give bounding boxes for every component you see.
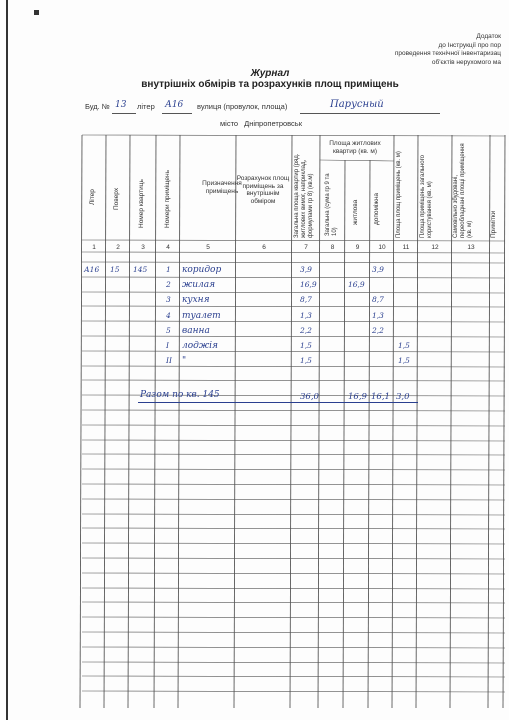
column-number: 5 (206, 244, 210, 251)
header-liter: Літер (89, 189, 96, 205)
title-line-2: внутрішніх обмірів та розрахунків площ приміщень (141, 79, 399, 90)
row-line (82, 484, 505, 485)
row-total: 2,2 (300, 325, 312, 335)
row-line (82, 632, 505, 633)
column-line (343, 160, 345, 708)
column-line (368, 160, 370, 708)
row-line (82, 440, 505, 441)
header-common: Площа приміщень загального користування (кв. м) (420, 154, 433, 238)
total-aux: 16,1 (371, 392, 390, 402)
row-line (82, 602, 505, 603)
street-value: Парусный (330, 99, 384, 110)
header-total-area: Загальна площа квартир (ряд. житлових вимог, наприклад, формулами гр 8) (кв.м) (294, 153, 314, 238)
row-purpose: ванна (182, 325, 210, 336)
appendix-line: проведення технічної інвентаризац (394, 50, 501, 57)
building-number: 13 (115, 100, 127, 110)
row-purpose: " (182, 356, 187, 367)
column-line (392, 135, 394, 708)
column-number: 10 (378, 244, 386, 251)
column-line (503, 135, 505, 708)
row-line (82, 543, 505, 544)
row-line (82, 691, 505, 692)
row-line (82, 469, 505, 470)
header-living: житлова (352, 199, 359, 225)
row-purpose: жилая (182, 280, 216, 291)
row-line (82, 454, 505, 455)
row-line (82, 366, 505, 367)
row-line (82, 277, 505, 278)
header-room-number: Номери приміщень (164, 170, 171, 228)
apartment-label: літер (137, 102, 155, 111)
column-number: 2 (116, 244, 120, 251)
city-value: Дніпропетровськ (244, 119, 302, 128)
row-total: 3,9 (300, 265, 312, 274)
row-line (82, 662, 505, 663)
row-line (82, 588, 505, 589)
column-line (178, 135, 180, 708)
street-label: вулиця (провулок, площа) (197, 102, 288, 111)
row-line (82, 425, 505, 426)
header-living-group: Площа житлових квартир (кв. м) (329, 140, 381, 155)
row-line (82, 380, 505, 381)
title-line-1: Журнал (250, 68, 290, 79)
column-line (318, 135, 320, 708)
column-number: 8 (330, 244, 335, 251)
city-label: місто (220, 119, 239, 128)
row-purpose: коридор (182, 265, 222, 275)
total-area: 36,0 (300, 392, 319, 402)
appendix-line: до Інструкції про пор (438, 41, 501, 49)
header-unauthorized: Самовільно збудовані, переобладнані площі приміщення (кв. м) (453, 143, 473, 238)
row-floor: 15 (110, 265, 120, 274)
row-total: 1,5 (300, 356, 312, 366)
row-room: 2 (166, 280, 171, 290)
row-line (82, 306, 505, 307)
row-line (82, 499, 505, 500)
column-line (154, 135, 156, 708)
row-apt: 145 (133, 265, 148, 274)
row-line (82, 262, 505, 263)
row-liter: А16 (84, 265, 100, 274)
row-line (82, 558, 505, 559)
total-underline (138, 402, 418, 403)
column-number: 1 (92, 244, 96, 251)
row-line (82, 617, 505, 618)
row-line (82, 647, 505, 648)
header-notes: Примітки (490, 210, 497, 238)
column-line (290, 135, 292, 708)
row-room: 3 (166, 295, 171, 305)
row-line (82, 514, 505, 515)
row-aux: 3,9 (372, 265, 384, 274)
column-number: 13 (467, 244, 475, 251)
column-line (128, 135, 130, 708)
column-number: 4 (166, 244, 170, 251)
row-room: 5 (166, 325, 171, 335)
row-room: II (166, 356, 172, 366)
row-line (82, 135, 505, 136)
column-line (416, 135, 418, 708)
header-purpose: Призначення приміщень (202, 180, 242, 195)
column-number: 11 (402, 244, 410, 251)
row-living: 16,9 (348, 280, 365, 290)
total-living: 16,9 (348, 392, 367, 402)
column-number: 6 (262, 244, 266, 251)
header-balcony: Площа площ приміщень (кв. м) (396, 151, 402, 238)
row-line (82, 410, 505, 411)
column-number: 12 (431, 244, 439, 251)
row-line (82, 676, 505, 677)
header-calculation: Розрахунок площ приміщень за внутрішнім обміром (236, 175, 290, 205)
total-label: Разом по кв. 145 (140, 390, 220, 400)
appendix-line: Додаток (476, 33, 501, 40)
row-line (82, 321, 505, 322)
appendix-line: об'єктів нерухомого ма (431, 58, 501, 66)
total-balcony: 3,0 (396, 392, 410, 402)
header-floor: Поверх (113, 187, 120, 210)
row-line (82, 252, 505, 253)
row-total: 8,7 (300, 295, 312, 305)
row-aux: 8,7 (372, 295, 384, 305)
column-line (80, 135, 82, 708)
row-line (82, 573, 505, 574)
row-line (82, 240, 505, 241)
column-line (450, 135, 452, 708)
column-number: 3 (141, 244, 145, 251)
row-room: 1 (166, 265, 171, 274)
column-number: 9 (355, 244, 360, 251)
header-auxiliary: допоміжна (373, 192, 380, 225)
row-total: 16,9 (300, 280, 317, 290)
column-line (104, 135, 106, 708)
row-line (82, 336, 505, 337)
building-label: Буд. № (85, 102, 110, 111)
row-line (82, 292, 505, 293)
row-room: 4 (166, 310, 171, 320)
header-apartment: Номер квартиць (138, 179, 145, 228)
row-line (82, 351, 505, 352)
row-balcony: 1,5 (398, 356, 410, 366)
header-total-sum: Загальна (сума гр 9 та 10) (325, 173, 338, 236)
row-line (320, 160, 394, 161)
row-room: I (166, 341, 169, 350)
row-purpose: кухня (182, 295, 210, 306)
row-line (82, 528, 505, 529)
row-purpose: туалет (182, 310, 221, 321)
column-number: 7 (304, 244, 308, 251)
row-aux: 2,2 (372, 325, 384, 335)
row-total: 1,5 (300, 341, 312, 350)
row-aux: 1,3 (372, 310, 384, 320)
row-total: 1,3 (300, 310, 312, 320)
apartment-number: А16 (165, 100, 184, 110)
column-line (234, 135, 236, 708)
row-purpose: лоджія (182, 341, 218, 351)
row-balcony: 1,5 (398, 341, 410, 350)
